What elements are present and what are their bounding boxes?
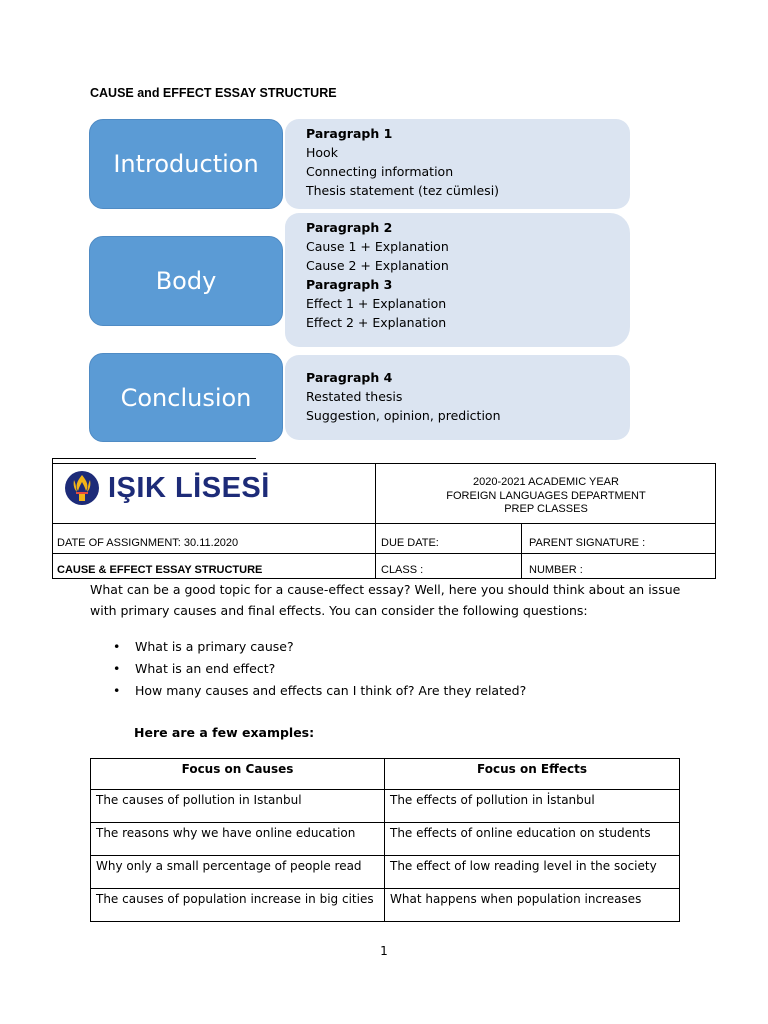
panel-line: Hook	[306, 145, 338, 160]
table-row	[91, 790, 680, 823]
panel-line: Paragraph 2	[306, 220, 393, 235]
panel-line: Restated thesis	[306, 389, 403, 404]
panel-line: Cause 2 + Explanation	[306, 258, 449, 273]
table-cell: The effects of pollution in İstanbul	[385, 790, 680, 823]
department-name: FOREIGN LANGUAGES DEPARTMENT	[446, 489, 646, 502]
panel-line: Connecting information	[306, 164, 454, 179]
question-list	[110, 636, 526, 702]
school-logo	[64, 470, 270, 506]
parent-signature-field[interactable]: PARENT SIGNATURE :	[529, 537, 646, 549]
table-cell: The reasons why we have online education	[91, 823, 385, 856]
class-field[interactable]: CLASS :	[381, 564, 424, 576]
panel-line: Paragraph 3	[306, 277, 393, 292]
table-cell: What happens when population increases	[385, 889, 680, 922]
conclusion-box: Conclusion	[89, 353, 283, 442]
examples-heading: Here are a few examples:	[134, 725, 315, 740]
list-item: • What is an end effect?	[110, 658, 526, 680]
panel-line: Suggestion, opinion, prediction	[306, 408, 501, 423]
list-item: • What is a primary cause?	[110, 636, 526, 658]
due-date-field[interactable]: DUE DATE:	[381, 537, 439, 549]
department-info	[376, 476, 716, 517]
examples-table	[90, 758, 680, 922]
introduction-panel	[285, 119, 630, 209]
number-field[interactable]: NUMBER :	[529, 564, 583, 576]
introduction-box: Introduction	[89, 119, 283, 209]
date-of-assignment: DATE OF ASSIGNMENT: 30.11.2020	[57, 537, 239, 549]
assignment-topic: CAUSE & EFFECT ESSAY STRUCTURE	[57, 564, 263, 576]
panel-line: Effect 1 + Explanation	[306, 296, 447, 311]
academic-year: 2020-2021 ACADEMIC YEAR	[473, 476, 619, 488]
torch-emblem-icon	[64, 470, 100, 506]
table-row	[91, 889, 680, 922]
table-cell: The causes of population increase in big cities	[91, 889, 385, 922]
body-panel	[285, 213, 630, 347]
table-cell: The causes of pollution in Istanbul	[91, 790, 385, 823]
table-row	[91, 823, 680, 856]
document-title: CAUSE and EFFECT ESSAY STRUCTURE	[90, 86, 337, 100]
table-cell: Why only a small percentage of people read	[91, 856, 385, 889]
panel-line: Effect 2 + Explanation	[306, 315, 447, 330]
table-row	[91, 856, 680, 889]
body-box: Body	[89, 236, 283, 326]
list-item: • How many causes and effects can I think of? Are they related?	[110, 680, 526, 702]
column-header: Focus on Effects	[385, 759, 680, 790]
panel-line: Paragraph 1	[306, 126, 393, 141]
intro-paragraph: What can be a good topic for a cause-effect essay? Well, here you should think about an issue with primary causes and final effects. You can consider the following questions:	[90, 582, 681, 618]
table-cell: The effects of online education on students	[385, 823, 680, 856]
panel-line: Thesis statement (tez cümlesi)	[306, 183, 500, 198]
table-header-row	[91, 759, 680, 790]
panel-line: Cause 1 + Explanation	[306, 239, 449, 254]
conclusion-panel	[285, 355, 630, 440]
school-name: IŞIK LİSESİ	[108, 471, 270, 504]
class-level: PREP CLASSES	[504, 503, 588, 515]
panel-line: Paragraph 4	[306, 370, 393, 385]
column-header: Focus on Causes	[91, 759, 385, 790]
page-number: 1	[380, 944, 388, 958]
table-cell: The effect of low reading level in the society	[385, 856, 680, 889]
